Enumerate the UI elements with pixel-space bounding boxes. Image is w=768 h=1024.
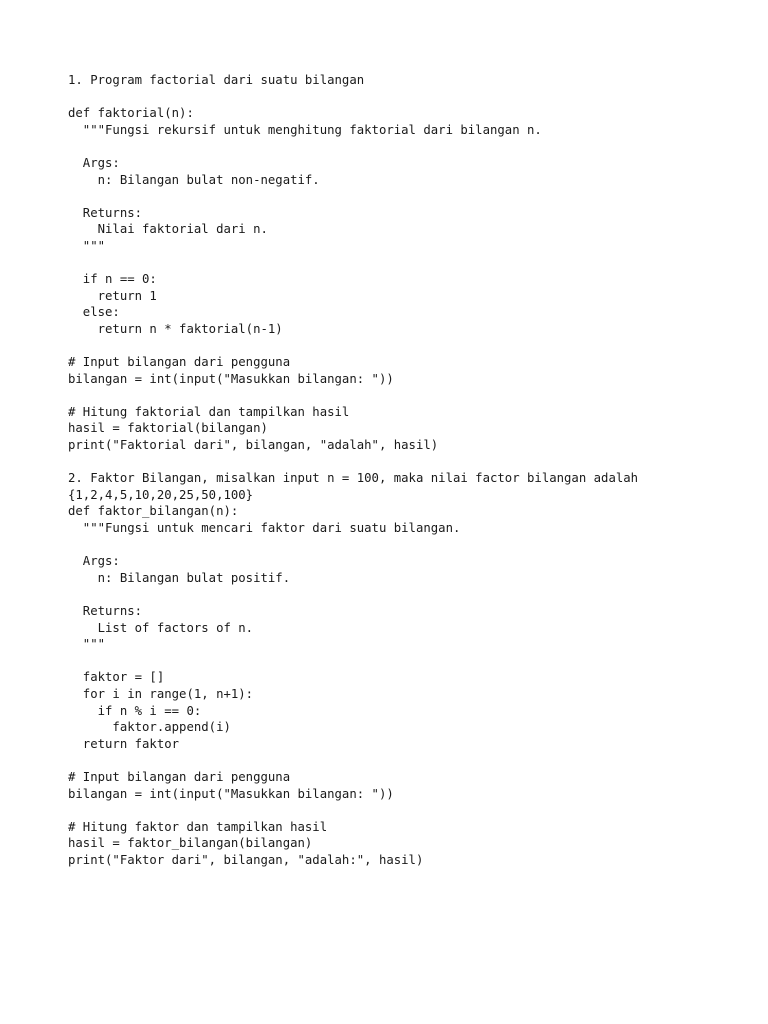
code-listing bbox=[68, 72, 748, 869]
code-line: else: bbox=[68, 305, 120, 320]
code-line bbox=[68, 752, 748, 769]
code-line: return faktor bbox=[68, 736, 180, 751]
code-line: n: Bilangan bulat non-negatif. bbox=[68, 172, 320, 187]
code-line: """ bbox=[68, 637, 106, 652]
code-line: Args: bbox=[68, 155, 120, 170]
code-line bbox=[68, 387, 748, 404]
code-line bbox=[68, 653, 748, 670]
code-line: hasil = faktorial(bilangan) bbox=[68, 421, 268, 436]
code-line: def faktorial(n): bbox=[68, 106, 194, 121]
code-line: for i in range(1, n+1): bbox=[68, 686, 254, 701]
code-line: Args: bbox=[68, 554, 120, 569]
code-line bbox=[68, 537, 748, 554]
code-line bbox=[68, 586, 748, 603]
code-line: """Fungsi rekursif untuk menghitung faktorial dari bilangan n. bbox=[68, 122, 542, 137]
code-line: faktor = [] bbox=[68, 670, 165, 685]
code-line: List of factors of n. bbox=[68, 620, 254, 635]
code-line: faktor.append(i) bbox=[68, 720, 231, 735]
code-line: # Hitung faktor dan tampilkan hasil bbox=[68, 819, 328, 834]
code-line: bilangan = int(input("Masukkan bilangan: ")) bbox=[68, 371, 394, 386]
code-line bbox=[68, 188, 748, 205]
code-line: """Fungsi untuk mencari faktor dari suatu bilangan. bbox=[68, 521, 461, 536]
code-line: hasil = faktor_bilangan(bilangan) bbox=[68, 836, 313, 851]
code-line bbox=[68, 89, 748, 106]
code-line: return n * faktorial(n-1) bbox=[68, 321, 283, 336]
code-line: print("Faktorial dari", bilangan, "adalah", hasil) bbox=[68, 438, 439, 453]
code-line: return 1 bbox=[68, 288, 157, 303]
code-line: # Input bilangan dari pengguna bbox=[68, 355, 291, 370]
code-line bbox=[68, 454, 748, 471]
code-line: n: Bilangan bulat positif. bbox=[68, 570, 291, 585]
code-line: {1,2,4,5,10,20,25,50,100} bbox=[68, 487, 254, 502]
code-line: 1. Program factorial dari suatu bilangan bbox=[68, 73, 365, 87]
code-line: print("Faktor dari", bilangan, "adalah:", hasil) bbox=[68, 852, 424, 867]
code-line: 2. Faktor Bilangan, misalkan input n = 100, maka nilai factor bilangan adalah bbox=[68, 471, 639, 486]
code-line: # Hitung faktorial dan tampilkan hasil bbox=[68, 404, 350, 419]
code-line: bilangan = int(input("Masukkan bilangan: ")) bbox=[68, 786, 394, 801]
code-line: def faktor_bilangan(n): bbox=[68, 504, 239, 519]
code-line: # Input bilangan dari pengguna bbox=[68, 769, 291, 784]
code-line bbox=[68, 138, 748, 155]
code-line: Nilai faktorial dari n. bbox=[68, 222, 268, 237]
code-line bbox=[68, 802, 748, 819]
code-line bbox=[68, 255, 748, 272]
code-line bbox=[68, 338, 748, 355]
code-line: if n % i == 0: bbox=[68, 703, 202, 718]
code-line: Returns: bbox=[68, 604, 143, 618]
code-line: """ bbox=[68, 238, 106, 253]
code-line: Returns: bbox=[68, 205, 143, 220]
code-line: if n == 0: bbox=[68, 272, 157, 287]
